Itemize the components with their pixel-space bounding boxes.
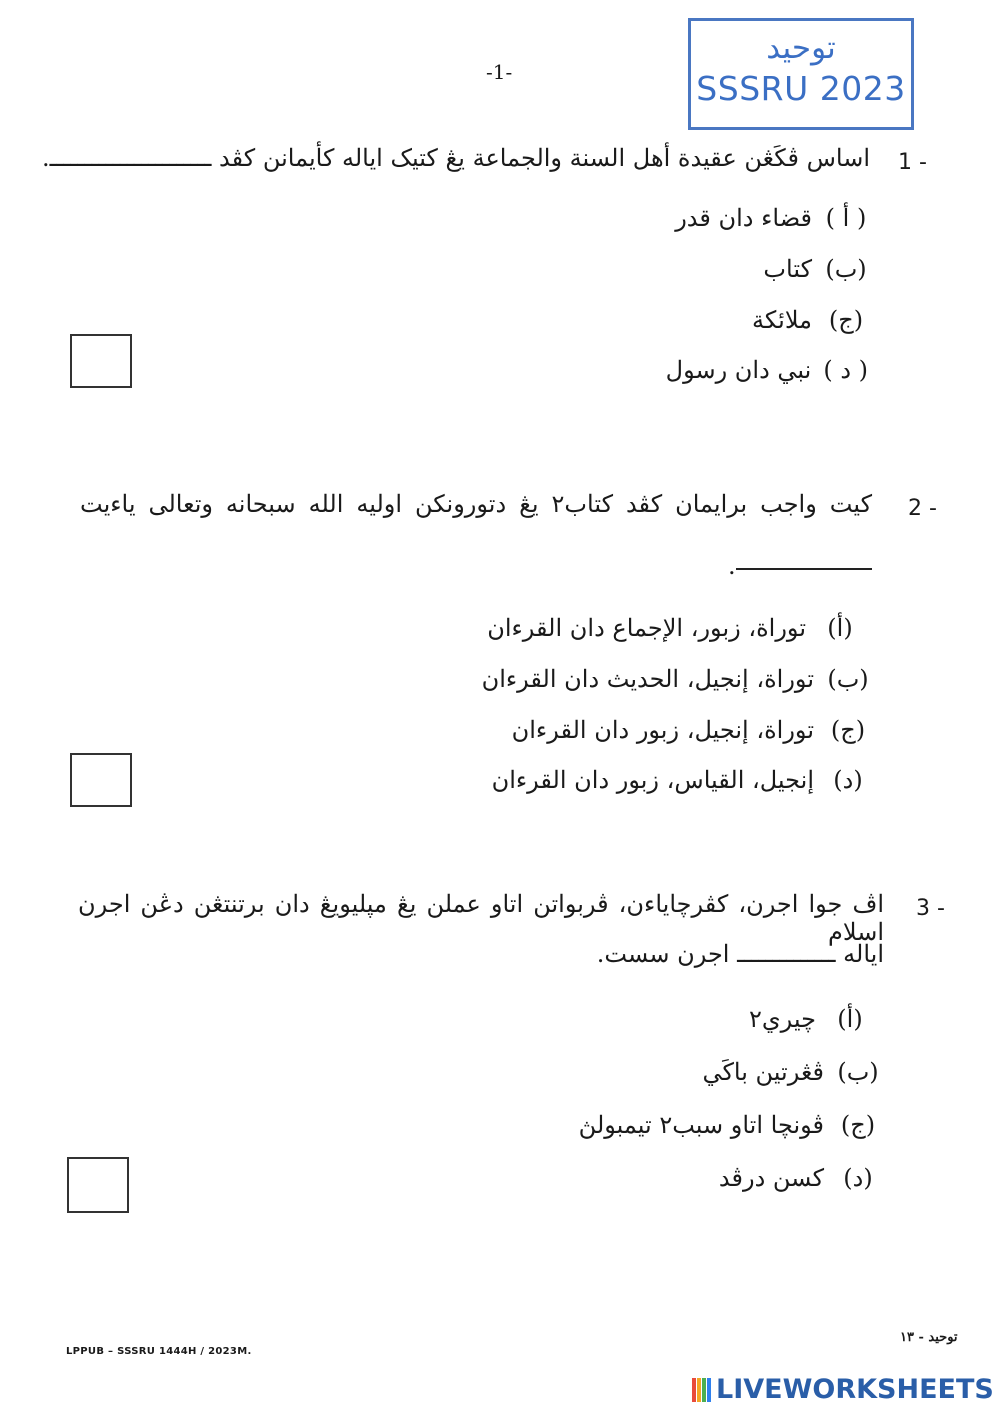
option-text: قضاء دان قدر	[675, 204, 812, 232]
option[interactable]	[702, 1058, 880, 1086]
option[interactable]	[579, 1111, 880, 1139]
option-text: كسن درڤد	[718, 1164, 824, 1192]
liveworksheets-brand[interactable]	[692, 1374, 994, 1405]
option-label: (ج)	[840, 1111, 876, 1139]
answer-box[interactable]	[70, 334, 132, 388]
option-text: توراة، إنجيل، زبور دان القرءان	[511, 716, 814, 744]
footer-exam-code: LPPUB – SSSRU 1444H / 2023M.	[66, 1346, 252, 1357]
option[interactable]	[749, 1005, 872, 1033]
question-number: 1 -	[898, 150, 927, 175]
brand-name: LIVEWORKSHEETS	[716, 1374, 994, 1405]
option[interactable]	[492, 766, 870, 794]
option[interactable]	[675, 204, 868, 232]
answer-box[interactable]	[70, 753, 132, 807]
option[interactable]	[763, 255, 868, 283]
option-label: (ب)	[837, 1058, 879, 1086]
answer-box[interactable]	[67, 1157, 129, 1213]
option-label: (أ)	[837, 1005, 863, 1033]
option-label: (ب)	[825, 255, 867, 283]
option-text: توراة، زبور، الإجماع دان القرءان	[487, 614, 806, 642]
footer-page-ref: توحيد - ١٣	[900, 1330, 958, 1345]
option[interactable]	[487, 614, 862, 642]
option[interactable]	[666, 356, 868, 384]
option-text: چيري٢	[749, 1005, 816, 1033]
question-text: اڤ جوا اجرن، كڤرچاياءن، ڤربواتن اتاو عملن يڠ مڽليويڠ دان برتنتڠن دڠن اجرن اسلام	[78, 890, 884, 946]
subject-stamp	[688, 18, 914, 130]
question-text-line2: اياله ــــــــــــــ اجرن سست.	[596, 940, 884, 968]
question-text: اساس ڤكَڠن عقيدة أهل السنة والجماعة يڠ كتيک اياله كأيمانن كڤد ـــــــــــــــــــــــ.	[42, 144, 870, 172]
option-label: (ب)	[827, 665, 869, 693]
question-number: 3 -	[916, 896, 945, 921]
liveworksheets-logo-icon	[692, 1378, 712, 1402]
option-label: (د)	[843, 1164, 873, 1192]
option-label: (ج)	[828, 306, 864, 334]
option-text: نبي دان رسول	[665, 356, 812, 384]
option-label: ( أ )	[825, 204, 867, 232]
answer-blank	[736, 568, 872, 570]
option-label: (أ)	[827, 614, 853, 642]
option-label: (ج)	[830, 716, 866, 744]
option-text: كتاب	[763, 255, 812, 283]
stamp-exam: SSSRU 2023	[696, 69, 906, 108]
option-text: ڤڠرتين باكَي	[702, 1058, 824, 1086]
option-text: توراة، إنجيل، الحديث دان القرءان	[481, 665, 814, 693]
question-text: كيت واجب برايمان كڤد كتاب٢ يڠ دتورونكن اوليه الله سبحانه وتعالى ياءيت	[80, 490, 872, 518]
option-label: ( د )	[823, 356, 868, 384]
option[interactable]	[719, 1164, 880, 1192]
page-number: -1-	[486, 60, 513, 84]
option[interactable]	[512, 716, 870, 744]
option-text: ملائكة	[752, 306, 812, 334]
stamp-subject: توحيد	[766, 30, 836, 66]
question-punctuation: .	[728, 552, 736, 580]
option[interactable]	[482, 665, 870, 693]
option-text: ڤونچا اتاو سبب٢ تيمبولڽ	[578, 1111, 824, 1139]
option-label: (د)	[833, 766, 863, 794]
question-number: 2 -	[908, 496, 937, 521]
option[interactable]	[752, 306, 868, 334]
option-text: إنجيل، القياس، زبور دان القرءان	[491, 766, 814, 794]
